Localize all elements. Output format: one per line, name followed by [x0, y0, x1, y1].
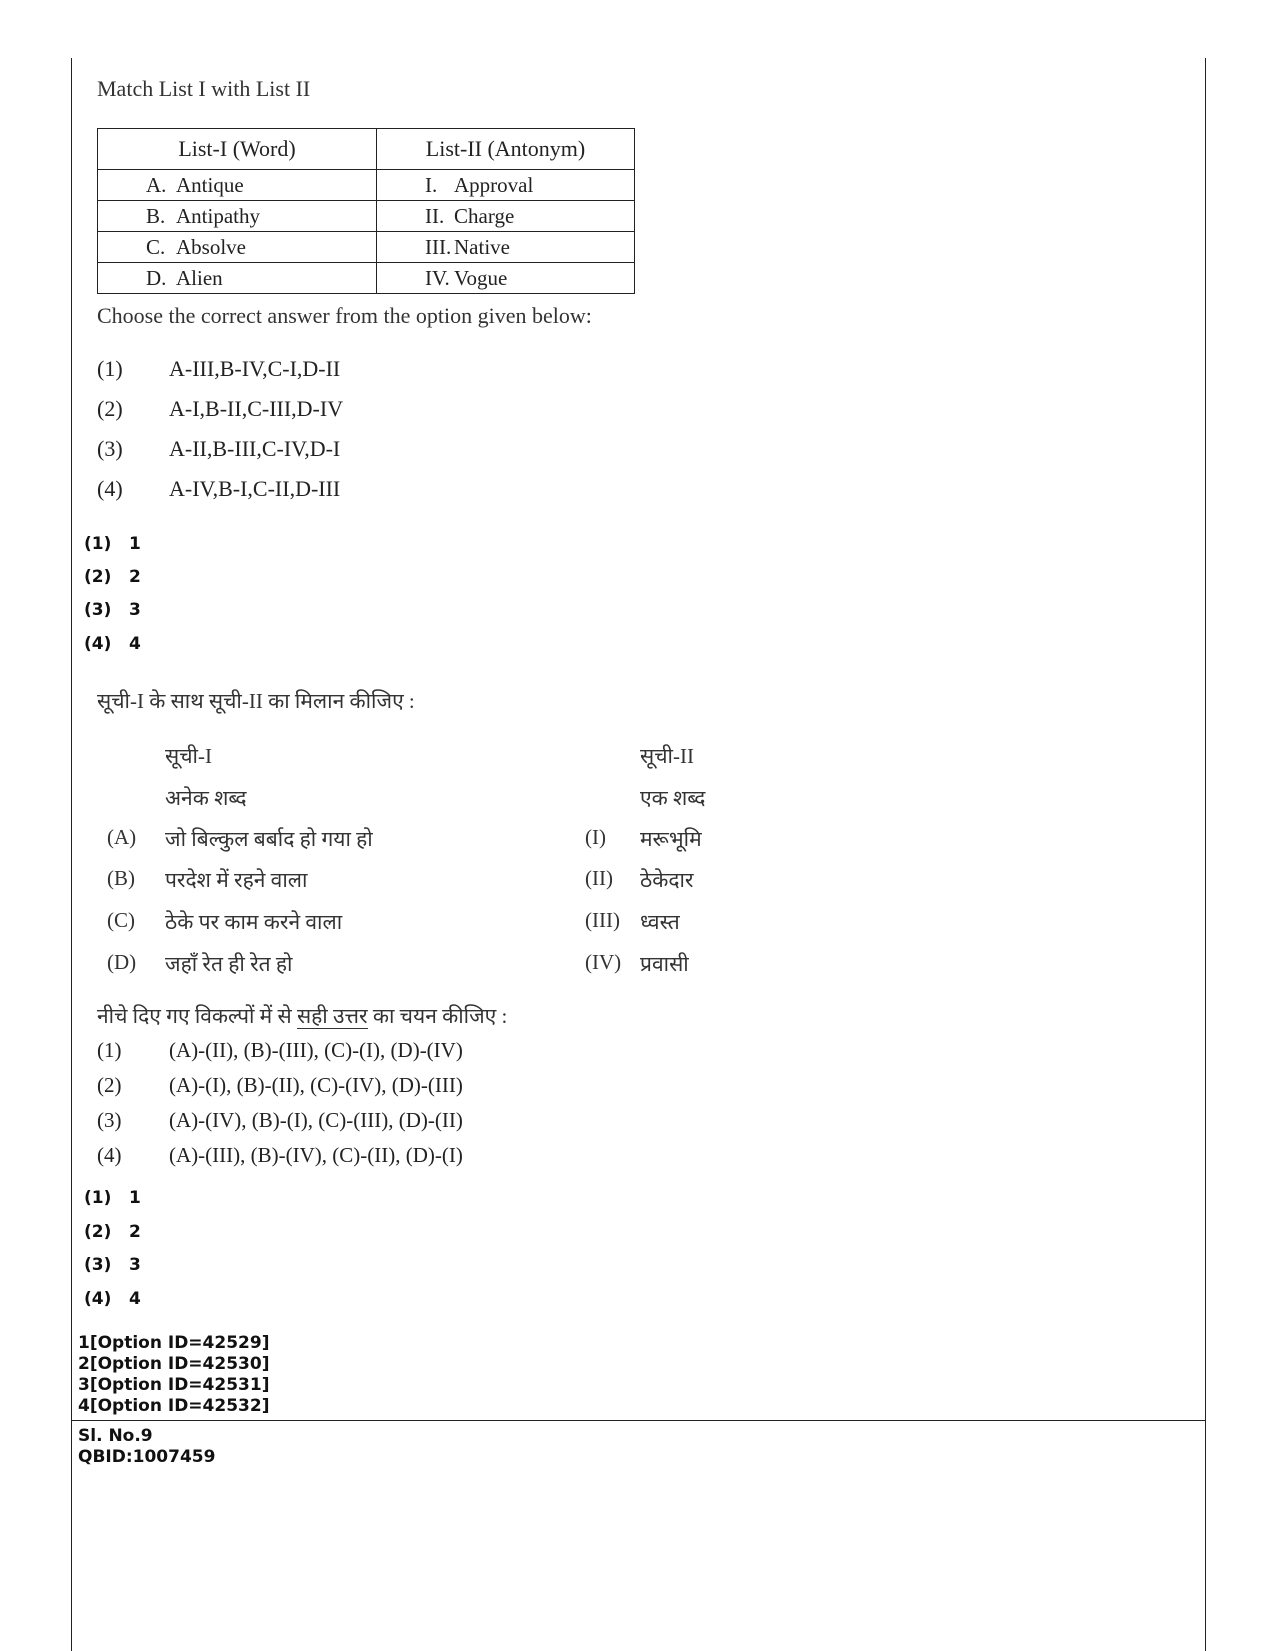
row-key: A. — [146, 172, 167, 197]
antonym: Approval — [454, 172, 534, 197]
list1-key: (B) — [107, 866, 135, 890]
answer-choice-2: (2) 2 — [84, 567, 141, 587]
option-id-list — [78, 1333, 269, 1417]
answer-choice-4: (4) 4 — [84, 634, 141, 654]
table-header-list1: List-I (Word) — [98, 129, 377, 170]
option-4: (4) A-IV,B-I,C-II,D-III — [97, 476, 341, 501]
word: Alien — [176, 265, 223, 290]
next-question-meta — [78, 1426, 215, 1468]
option-3: (3) (A)-(IV), (B)-(I), (C)-(III), (D)-(II) — [97, 1108, 463, 1132]
row-key: B. — [146, 203, 166, 228]
word: Antique — [176, 172, 244, 197]
answer-choice-4: (4) 4 — [84, 1289, 141, 1309]
list1-key: (A) — [107, 825, 137, 849]
section-divider — [71, 1420, 1206, 1421]
list1-item: जो बिल्कुल बर्बाद हो गया हो — [165, 827, 373, 851]
table-header-list2: List-II (Antonym) — [377, 129, 635, 170]
question-prompt: Match List I with List II — [97, 76, 311, 101]
list2-subtitle: एक शब्द — [640, 786, 706, 810]
list1-title: सूची-I — [165, 744, 212, 768]
list2-key: (II) — [585, 866, 613, 890]
list2-item: ठेकेदार — [640, 868, 694, 892]
table-row — [98, 232, 635, 263]
answer-choice-1: (1) 1 — [84, 534, 141, 554]
list2-item: ध्वस्त — [640, 910, 680, 934]
option-1: (1) A-III,B-IV,C-I,D-II — [97, 356, 341, 381]
list1-item: ठेके पर काम करने वाला — [165, 910, 343, 934]
answer-choice-3: (3) 3 — [84, 1255, 141, 1275]
qbid: QBID:1007459 — [78, 1447, 216, 1467]
list1-key: (C) — [107, 908, 135, 932]
match-table — [97, 128, 635, 294]
option-1: (1) (A)-(II), (B)-(III), (C)-(I), (D)-(IV) — [97, 1038, 463, 1062]
option-2: (2) (A)-(I), (B)-(II), (C)-(IV), (D)-(III) — [97, 1073, 463, 1097]
answer-choice-2: (2) 2 — [84, 1222, 141, 1242]
list1-item: परदेश में रहने वाला — [165, 868, 308, 892]
option-id: 2[Option ID=42530] — [78, 1354, 270, 1374]
instruction: Choose the correct answer from the option given below: — [97, 303, 592, 328]
row-key: III. — [425, 234, 452, 259]
word: Absolve — [176, 234, 246, 259]
option-3: (3) A-II,B-III,C-IV,D-I — [97, 436, 341, 461]
row-key: IV. — [425, 265, 450, 290]
option-4: (4) (A)-(III), (B)-(IV), (C)-(II), (D)-(I) — [97, 1143, 463, 1167]
row-key: I. — [425, 172, 438, 197]
list2-key: (I) — [585, 825, 606, 849]
list1-key: (D) — [107, 950, 137, 974]
option-2: (2) A-I,B-II,C-III,D-IV — [97, 396, 344, 421]
option-id: 3[Option ID=42531] — [78, 1375, 270, 1395]
antonym: Charge — [454, 203, 515, 228]
serial-number: Sl. No.9 — [78, 1426, 153, 1446]
list1-item: जहाँ रेत ही रेत हो — [165, 952, 293, 976]
list2-key: (III) — [585, 908, 620, 932]
emphasis-underline: सही उत्तर — [296, 1004, 368, 1028]
list2-item: मरूभूमि — [640, 827, 702, 851]
question-prompt-hindi: सूची-I के साथ सूची-II का मिलान कीजिए : — [97, 689, 415, 713]
page-border-right — [1205, 58, 1206, 1651]
page-border-left — [71, 58, 72, 1651]
antonym: Vogue — [454, 265, 508, 290]
list2-item: प्रवासी — [640, 952, 689, 976]
answer-choice-1: (1) 1 — [84, 1188, 141, 1208]
row-key: C. — [146, 234, 166, 259]
row-key: II. — [425, 203, 445, 228]
word: Antipathy — [176, 203, 260, 228]
option-id: 1[Option ID=42529] — [78, 1333, 270, 1353]
list2-title: सूची-II — [640, 744, 694, 768]
list1-subtitle: अनेक शब्द — [165, 786, 247, 810]
answer-choice-3: (3) 3 — [84, 600, 141, 620]
instruction-hindi: नीचे दिए गए विकल्पों में से सही उत्तर का चयन कीजिए : — [97, 1004, 508, 1028]
row-key: D. — [146, 265, 167, 290]
option-id: 4[Option ID=42532] — [78, 1396, 270, 1416]
antonym: Native — [454, 234, 510, 259]
table-row — [98, 201, 635, 232]
table-row — [98, 170, 635, 201]
list2-key: (IV) — [585, 950, 622, 974]
table-row — [98, 263, 635, 294]
